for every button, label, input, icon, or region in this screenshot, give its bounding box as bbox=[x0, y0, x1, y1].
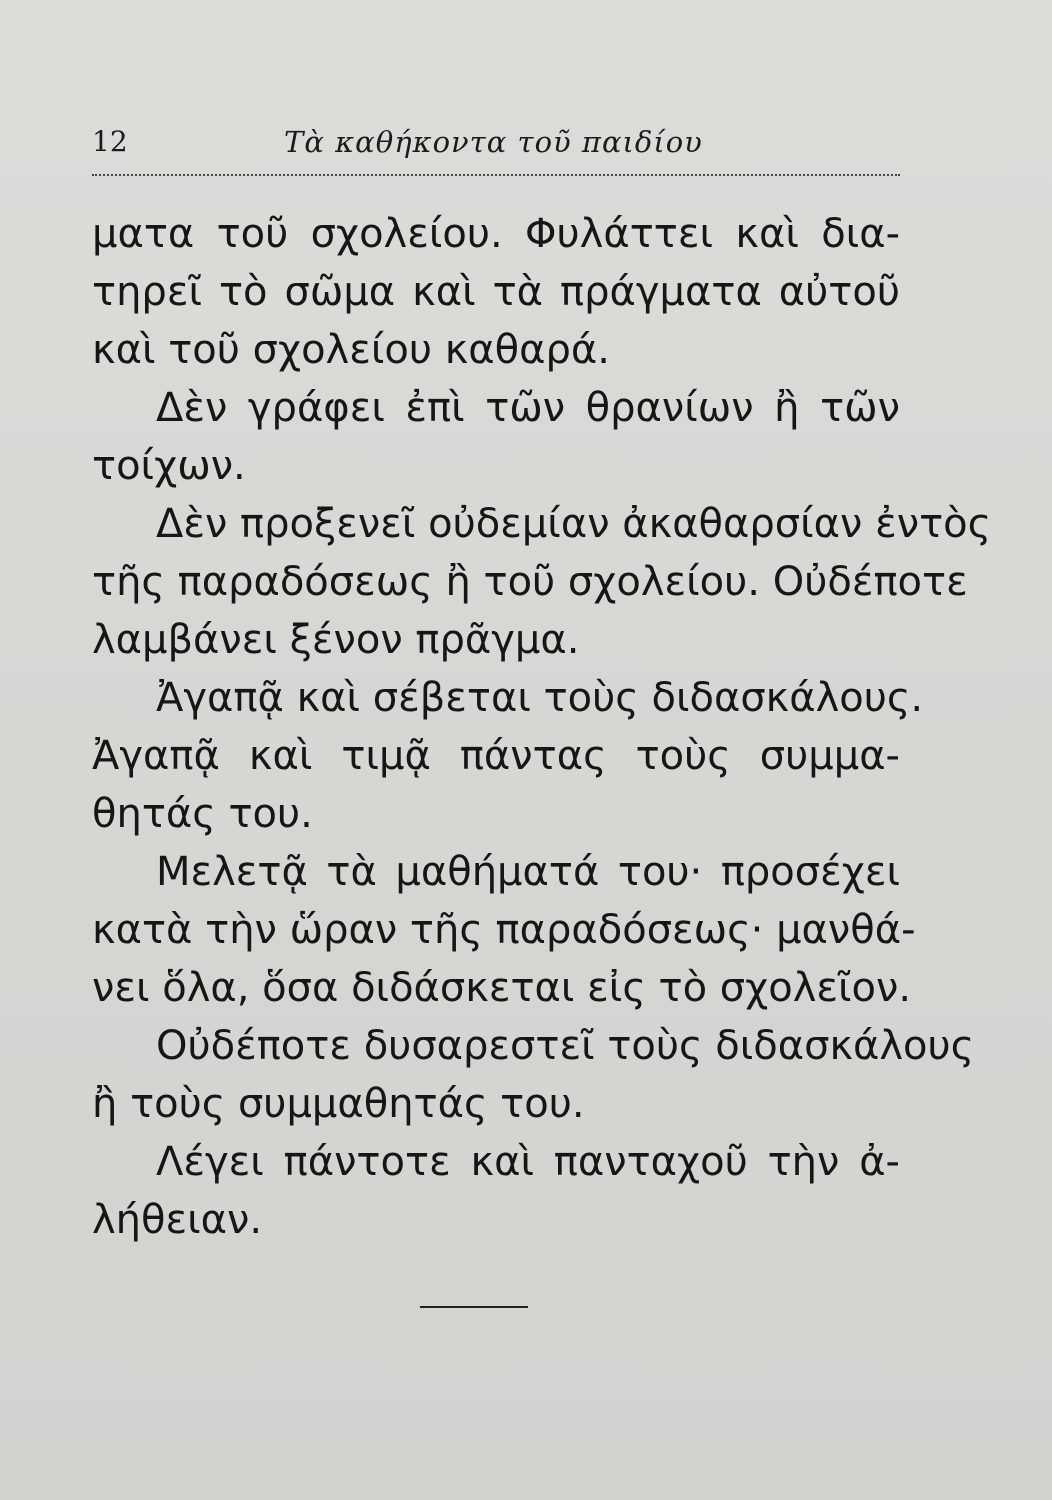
running-title: Τὰ καθήκοντα τοῦ παιδίου bbox=[284, 125, 703, 159]
text-line: τῆς παραδόσεως ἢ τοῦ σχολείου. Οὐδέποτε bbox=[92, 559, 968, 605]
text-line: θητάς του. bbox=[92, 791, 313, 837]
text-line: λαμβάνει ξένον πρᾶγμα. bbox=[92, 617, 580, 663]
running-head bbox=[92, 122, 900, 166]
text-line: λήθειαν. bbox=[92, 1197, 263, 1243]
text-line: νει ὅλα, ὅσα διδάσκεται εἰς τὸ σχολεῖον. bbox=[92, 965, 912, 1011]
text-line: ματα τοῦ σχολείου. Φυλάττει καὶ δια- bbox=[92, 211, 900, 257]
text-line: Ἀγαπᾷ καὶ τιμᾷ πάντας τοὺς συμμα- bbox=[92, 733, 900, 779]
page-number: 12 bbox=[92, 125, 128, 158]
header-divider bbox=[92, 174, 900, 176]
end-of-text-rule bbox=[420, 1306, 528, 1308]
text-line: τηρεῖ τὸ σῶμα καὶ τὰ πράγματα αὐτοῦ bbox=[92, 269, 900, 315]
text-line: Ἀγαπᾷ καὶ σέβεται τοὺς διδασκάλους. bbox=[156, 675, 924, 721]
body-text bbox=[92, 205, 992, 1249]
text-line: Οὐδέποτε δυσαρεστεῖ τοὺς διδασκάλους bbox=[156, 1023, 975, 1069]
text-line: Λέγει πάντοτε καὶ πανταχοῦ τὴν ἀ- bbox=[156, 1139, 900, 1185]
text-line: καὶ τοῦ σχολείου καθαρά. bbox=[92, 327, 610, 373]
text-line: Δὲν προξενεῖ οὐδεμίαν ἀκαθαρσίαν ἐντὸς bbox=[156, 501, 992, 547]
text-line: τοίχων. bbox=[92, 443, 246, 489]
text-line: Μελετᾷ τὰ μαθήματά του· προσέχει bbox=[156, 849, 900, 895]
text-line: Δὲν γράφει ἐπὶ τῶν θρανίων ἢ τῶν bbox=[156, 385, 900, 431]
text-line: κατὰ τὴν ὥραν τῆς παραδόσεως· μανθά- bbox=[92, 907, 916, 953]
text-line: ἢ τοὺς συμμαθητάς του. bbox=[92, 1081, 585, 1127]
